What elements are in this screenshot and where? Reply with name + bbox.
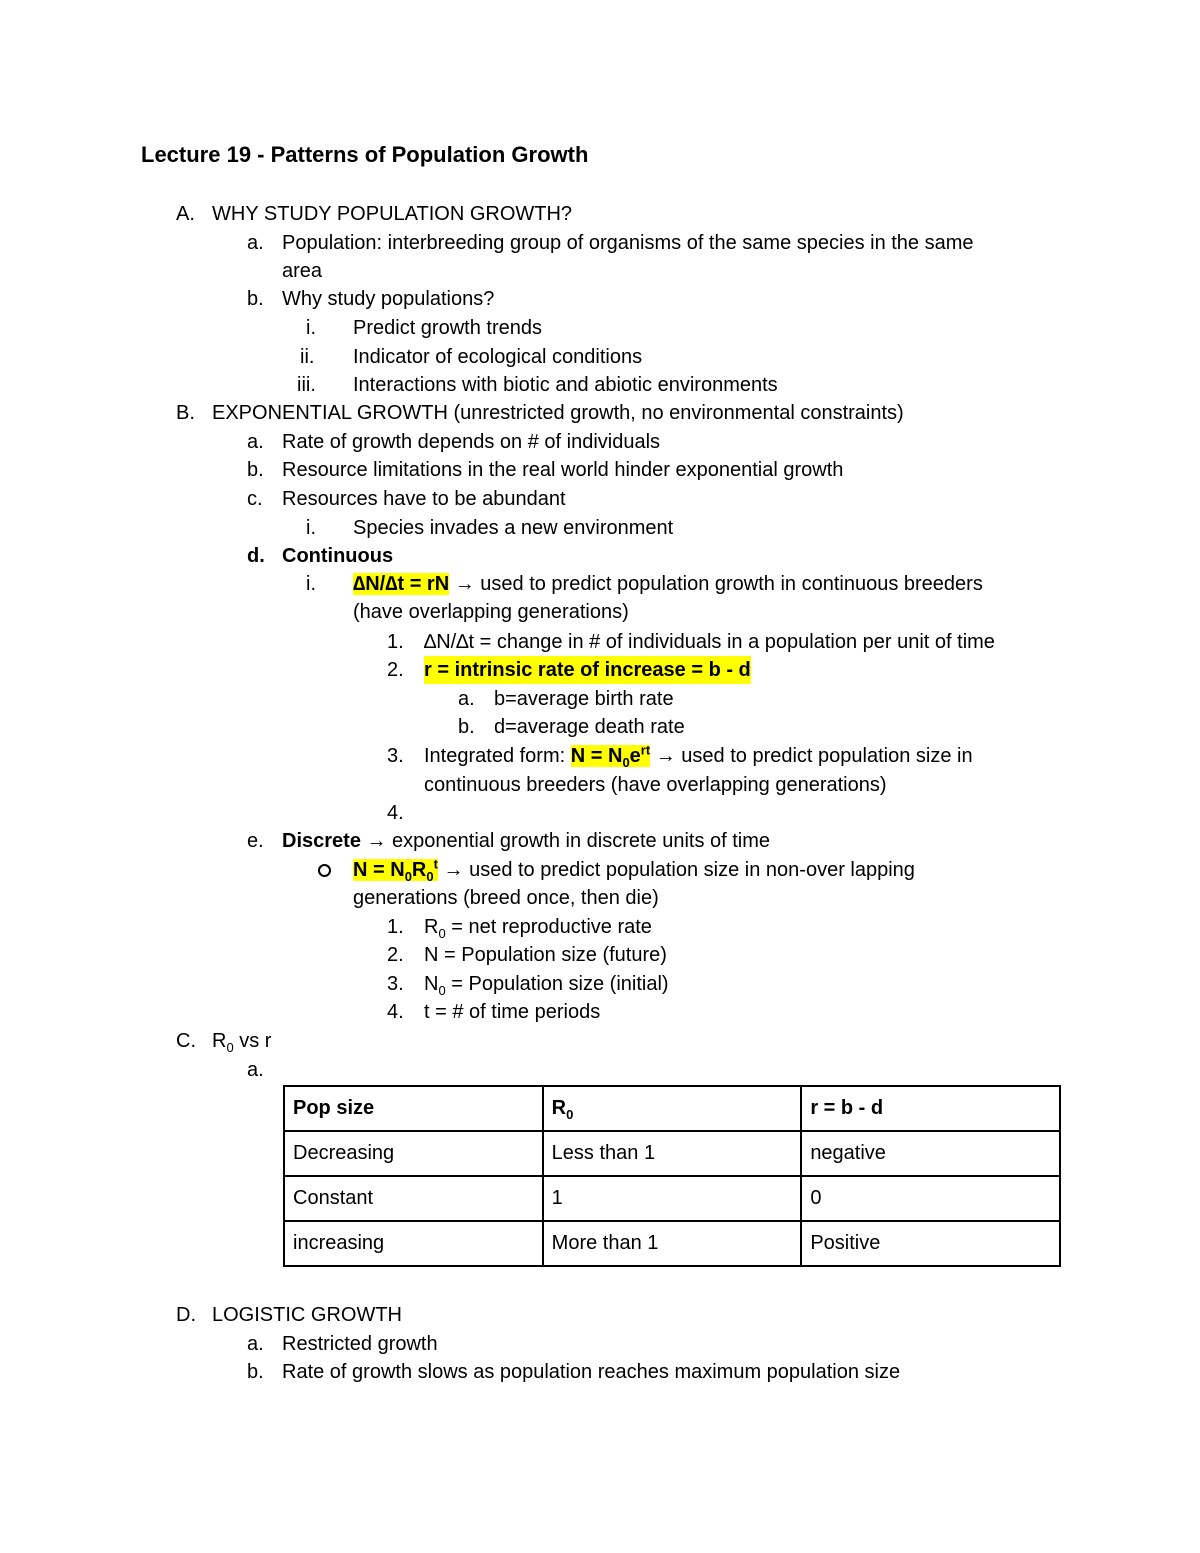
table-cell: Decreasing [284, 1131, 543, 1176]
list-marker: i. [306, 317, 316, 339]
formula-prefix: Integrated form: [424, 745, 571, 767]
list-text: d=average death rate [494, 716, 685, 738]
list-text: Indicator of ecological conditions [353, 346, 643, 368]
list-text: continuous breeders (have overlapping generations) [424, 774, 887, 796]
table-header-cell: Pop size [284, 1086, 543, 1131]
list-marker: e. [247, 830, 264, 852]
bold-term: Discrete [282, 830, 361, 852]
page-title: Lecture 19 - Patterns of Population Growth [141, 142, 589, 167]
list-text [353, 570, 983, 598]
list-marker: 4. [387, 802, 404, 824]
list-marker: a. [247, 1333, 264, 1355]
formula-description: → used to predict population size in [650, 745, 973, 767]
list-marker: i. [306, 517, 316, 539]
list-text: Continuous [282, 545, 394, 567]
list-marker: 2. [387, 659, 404, 681]
list-text: $N_0$ = Population size (initial) [424, 973, 669, 998]
table-header-cell: r = b - d [801, 1086, 1060, 1131]
list-text [424, 742, 973, 770]
list-text: EXPONENTIAL GROWTH (unrestricted growth, no environmental constraints) [212, 402, 904, 424]
highlighted-formula: r = intrinsic rate of increase = b - d [424, 656, 751, 684]
list-marker: a. [247, 431, 264, 453]
list-text: generations (breed once, then die) [353, 887, 659, 909]
list-marker: b. [247, 288, 264, 310]
table-cell: 1 [543, 1176, 802, 1221]
list-text [353, 856, 915, 884]
list-marker: c. [247, 488, 263, 510]
list-marker: 1. [387, 916, 404, 938]
table-cell: increasing [284, 1221, 543, 1266]
list-text: $R_0$ = net reproductive rate [424, 916, 652, 941]
list-text: t = # of time periods [424, 1001, 601, 1023]
list-marker: d. [247, 545, 265, 567]
list-text: LOGISTIC GROWTH [212, 1304, 402, 1326]
table-row [284, 1131, 1060, 1176]
highlighted-formula: $N = N_0R_0^t$ [353, 856, 438, 884]
list-text: Why study populations? [282, 288, 495, 310]
list-text: Species invades a new environment [353, 517, 674, 539]
list-marker: 2. [387, 944, 404, 966]
list-marker: b. [458, 716, 475, 738]
list-text: WHY STUDY POPULATION GROWTH? [212, 203, 573, 225]
list-text: area [282, 260, 323, 282]
formula-description: → used to predict population growth in continuous breeders [449, 573, 983, 595]
highlighted-formula: $N = N_0e^{rt}$ [570, 742, 651, 770]
list-marker: b. [247, 1361, 264, 1383]
list-text: Population: interbreeding group of organisms of the same species in the same [282, 232, 974, 254]
hollow-bullet-icon [318, 864, 331, 877]
list-marker: 1. [387, 631, 404, 653]
table-cell: 0 [801, 1176, 1060, 1221]
table-cell: negative [801, 1131, 1060, 1176]
table-cell: Positive [801, 1221, 1060, 1266]
table-header-row [284, 1086, 1060, 1131]
list-text: N = Population size (future) [424, 944, 667, 966]
list-text: Interactions with biotic and abiotic environments [353, 374, 778, 396]
list-marker: ii. [300, 346, 315, 368]
list-marker: iii. [297, 374, 316, 396]
table-cell: Constant [284, 1176, 543, 1221]
list-text: ∆N/∆t = change in # of individuals in a population per unit of time [424, 631, 995, 653]
list-marker: a. [458, 688, 475, 710]
list-marker: 3. [387, 973, 404, 995]
list-text: $R_0$ vs r [212, 1030, 272, 1055]
list-text: b=average birth rate [494, 688, 674, 710]
list-marker: D. [176, 1304, 196, 1326]
list-text: Rate of growth depends on # of individuals [282, 431, 661, 453]
list-text: Resources have to be abundant [282, 488, 566, 510]
list-marker: a. [247, 1059, 264, 1081]
highlighted-formula: ∆N/∆t = rN [353, 573, 450, 595]
list-text: Rate of growth slows as population reaches maximum population size [282, 1361, 901, 1383]
list-marker: 4. [387, 1001, 404, 1023]
list-marker: B. [176, 402, 195, 424]
list-marker: b. [247, 459, 264, 481]
table-header-cell: $R_0$ [543, 1086, 802, 1131]
list-marker: i. [306, 573, 316, 595]
formula-description: → used to predict population size in non-over lapping [437, 859, 915, 881]
table-cell: Less than 1 [543, 1131, 802, 1176]
comparison-table [283, 1085, 1061, 1267]
list-marker: a. [247, 232, 264, 254]
list-marker: A. [176, 203, 195, 225]
list-text [282, 827, 770, 855]
table-row [284, 1176, 1060, 1221]
table-cell: More than 1 [543, 1221, 802, 1266]
term-description: → exponential growth in discrete units of time [360, 830, 771, 852]
list-marker: 3. [387, 745, 404, 767]
list-marker: C. [176, 1030, 196, 1052]
table-row [284, 1221, 1060, 1266]
list-text: Resource limitations in the real world hinder exponential growth [282, 459, 844, 481]
list-text: Restricted growth [282, 1333, 438, 1355]
list-text: Predict growth trends [353, 317, 542, 339]
list-text: (have overlapping generations) [353, 601, 629, 623]
